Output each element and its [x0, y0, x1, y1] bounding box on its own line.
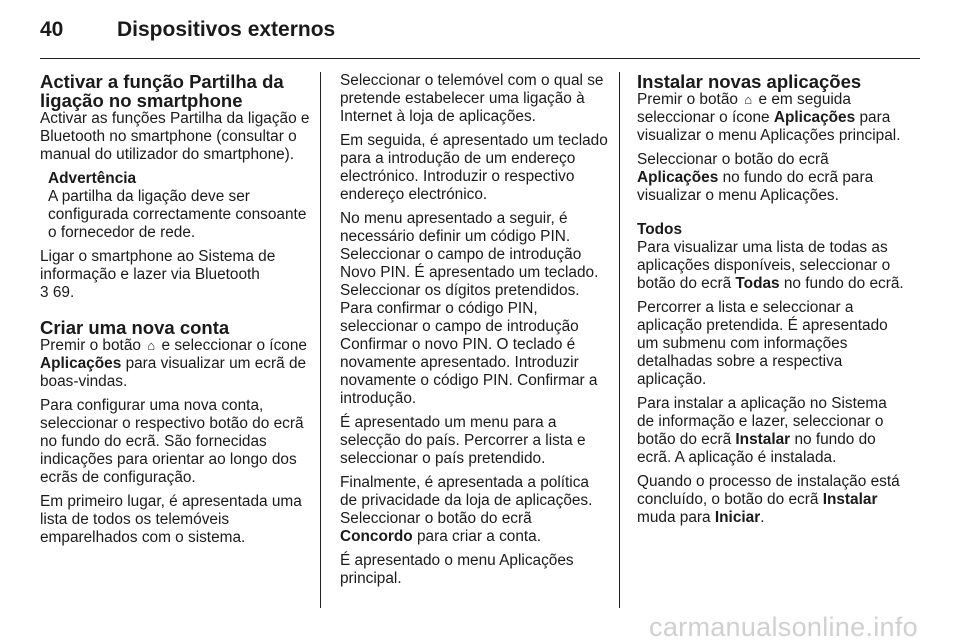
paragraph-text: no fundo do ecrã. A aplicação é instalada.	[637, 431, 876, 466]
paragraph-text: para criar a conta.	[416, 528, 541, 545]
page-reference: 69.	[52, 284, 75, 301]
paragraph-text: Para instalar a aplicação no Sistema de informação e lazer, seleccionar o botão do ecrã	[637, 395, 887, 448]
paragraph-text: Premir o botão	[637, 91, 738, 108]
column-divider-2	[619, 72, 620, 608]
paragraph	[637, 91, 905, 145]
paragraph-text: e em seguida seleccionar o ícone	[637, 91, 851, 126]
paragraph-text: muda para	[637, 509, 711, 526]
bold-term: Todas	[735, 275, 780, 292]
warning-note	[40, 170, 310, 242]
paragraph: Percorrer a lista e seleccionar a aplicação pretendida. É apresentado um submenu com informações detalhadas sobre a respectiva aplicação.	[637, 299, 888, 388]
bold-term: Aplicações	[40, 355, 122, 372]
bold-term: Iniciar	[714, 509, 761, 526]
column-divider-1	[320, 72, 321, 608]
paragraph: Seleccionar o telemóvel com o qual se pretende estabelecer uma ligação à Internet à loja de aplicações.	[340, 72, 604, 125]
paragraph-text: Para visualizar uma lista de todas as aplicações disponíveis, seleccionar o botão do ecrã	[637, 239, 891, 292]
paragraph-text: Seleccionar o botão do ecrã	[637, 151, 829, 168]
warning-title: Advertência	[48, 170, 137, 187]
watermark: carmanualsonline.info	[649, 612, 918, 642]
paragraph	[637, 239, 905, 293]
column-1	[40, 72, 310, 553]
paragraph-text: para visualizar o menu Aplicações principal.	[637, 109, 901, 144]
paragraph-text: Finalmente, é apresentada a política de privacidade da loja de aplicações. Seleccionar o botão do ecrã	[340, 474, 593, 527]
paragraph-text: Quando o processo de instalação está concluído, o botão do ecrã	[637, 473, 900, 508]
home-icon: ⌂	[147, 338, 156, 353]
header-divider	[40, 58, 920, 59]
paragraph: Em seguida, é apresentado um teclado para a introdução de um endereço electrónico. Introduzir o respectivo endereço electrónico.	[340, 132, 608, 203]
page-number: 40	[40, 18, 64, 41]
paragraph	[637, 473, 905, 527]
paragraph	[40, 248, 310, 302]
paragraph-text: no fundo do ecrã para visualizar o menu Aplicações.	[637, 169, 874, 204]
bold-term: Instalar	[735, 431, 791, 448]
column-2	[340, 72, 608, 594]
paragraph-text: no fundo do ecrã.	[783, 275, 904, 292]
bold-term: Aplicações	[637, 169, 719, 186]
page-header	[40, 18, 335, 48]
paragraph	[637, 151, 905, 205]
paragraph: Em primeiro lugar, é apresentada uma lista de todos os telemóveis emparelhados com o sistema.	[40, 493, 302, 546]
page-reference-arrow-icon: 3	[40, 284, 49, 301]
bold-term: Instalar	[822, 491, 878, 508]
paragraph: Activar as funções Partilha da ligação e Bluetooth no smartphone (consultar o manual do utilizador do smartphone).	[40, 110, 310, 163]
paragraph-text: .	[760, 509, 765, 526]
paragraph: É apresentado o menu Aplicações principal.	[340, 552, 574, 587]
paragraph	[637, 395, 905, 467]
home-icon: ⌂	[744, 92, 753, 107]
section-heading-criar-conta: Criar uma nova conta	[40, 317, 230, 338]
column-3	[637, 72, 905, 533]
bold-term: Concordo	[340, 528, 413, 545]
paragraph: É apresentado um menu para a selecção do país. Percorrer a lista e seleccionar o país pretendido.	[340, 414, 586, 467]
paragraph: Para configurar uma nova conta, seleccionar o respectivo botão do ecrã no fundo do ecrã. São fornecidas indicações para orientar ao longo dos ecrãs de configuração.	[40, 397, 304, 486]
paragraph-text: e seleccionar o ícone	[161, 337, 307, 354]
page-title: Dispositivos externos	[117, 18, 336, 41]
paragraph: No menu apresentado a seguir, é necessário definir um código PIN. Seleccionar o campo de introdução Novo PIN. É apresentado um teclado. Seleccionar os dígitos pretendidos. Para confirmar o código PIN, seleccionar o campo de introdução Confirmar o novo PIN. O teclado é novamente apresentado. Introduzir novamente o código PIN. Confirmar a introdução.	[340, 210, 599, 407]
paragraph-text: Premir o botão	[40, 337, 141, 354]
paragraph	[40, 337, 310, 391]
section-heading-partilha: Activar a função Partilha da ligação no smartphone	[40, 71, 284, 111]
section-heading-instalar: Instalar novas aplicações	[637, 71, 862, 92]
paragraph-text: Ligar o smartphone ao Sistema de informação e lazer via Bluetooth	[40, 248, 276, 283]
paragraph-text: para visualizar um ecrã de boas-vindas.	[40, 355, 307, 390]
warning-text: A partilha da ligação deve ser configurada correctamente consoante o fornecedor de rede.	[48, 188, 307, 241]
bold-term: Aplicações	[773, 109, 856, 126]
paragraph	[340, 474, 608, 546]
subsection-heading-todos: Todos	[637, 221, 683, 238]
